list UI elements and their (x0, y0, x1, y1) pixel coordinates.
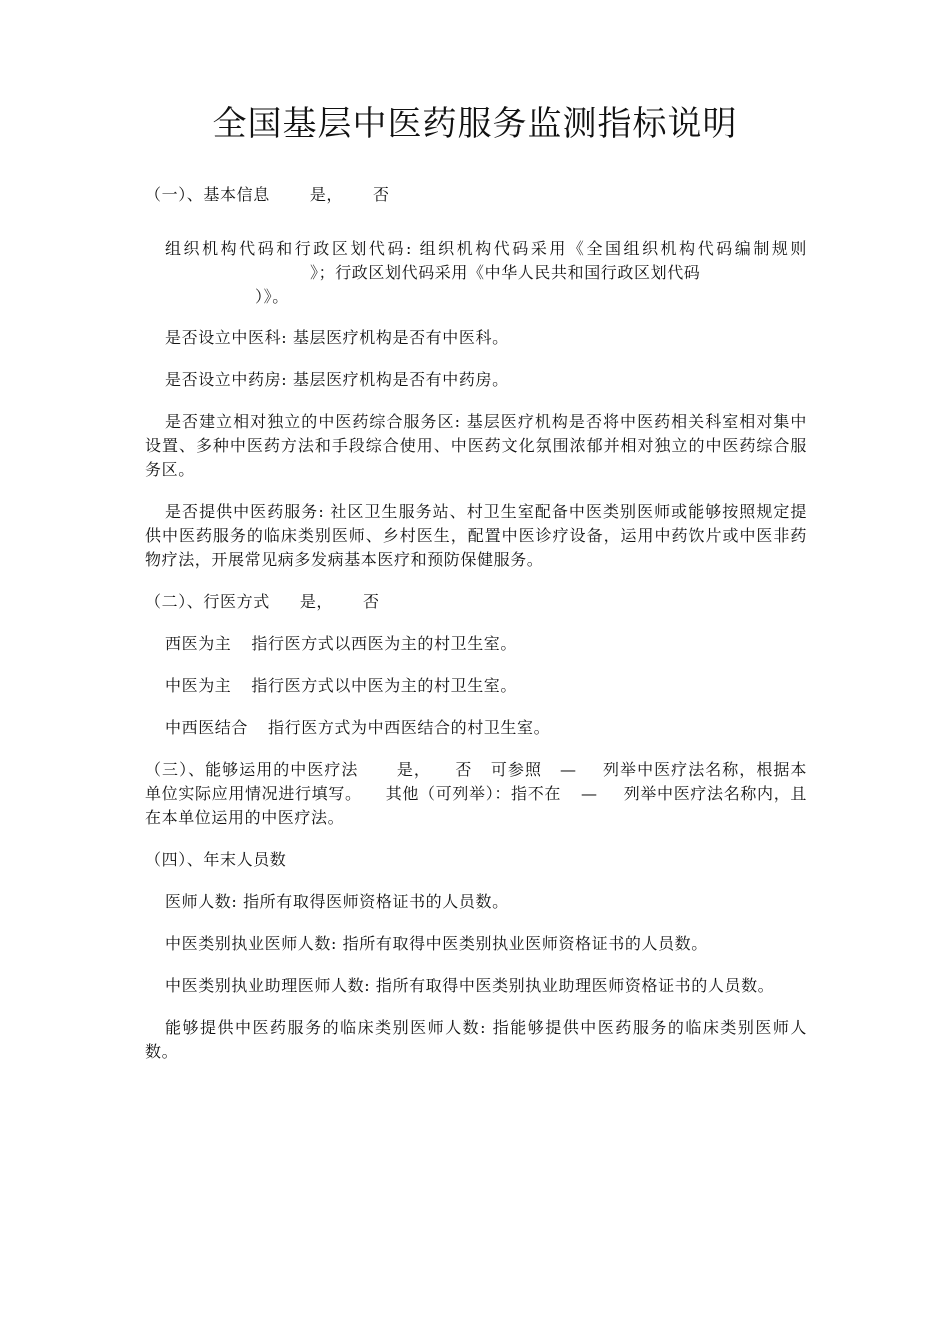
org-code-text-c: ）》。 (255, 287, 289, 306)
paragraph-tcm-service: 是否提供中医药服务: 社区卫生服务站、村卫生室配备中医类别医师或能够按照规定提供中医药服务的临床类别医师、乡村医生，配置中医诊疗设备，运用中药饮片或中医非药物疗法，开展常见病多发病基本医疗和预防保健服务。 (145, 502, 807, 569)
section-2-heading (145, 590, 807, 614)
org-code-text-b: 》；行政区划代码采用《中华人民共和国行政区划代码 (310, 263, 701, 282)
document-title: 全国基层中医药服务监测指标说明 (212, 104, 738, 144)
section-3-list: 列举中医疗法名称，根据本单位实际应用情况进行填写。 (145, 760, 807, 803)
paragraph-western-medicine (145, 632, 807, 656)
paragraph-chinese-medicine (145, 674, 807, 698)
section-3-paragraph (145, 758, 807, 830)
paragraph-tcm-assistants: 中医类别执业助理医师人数: 指所有取得中医类别执业助理医师资格证书的人员数。 (165, 976, 775, 995)
section-1-title: （一）、基本信息 (145, 185, 270, 204)
section-3-ref: 可参照 (490, 760, 542, 779)
combined-desc: 指行医方式为中西医结合的村卫生室。 (268, 718, 551, 737)
section-2-no: 否 (363, 592, 380, 611)
section-1-no: 否 (373, 185, 390, 204)
section-3-no: 否 (454, 760, 473, 779)
paragraph-tcm-pharmacy: 是否设立中药房: 基层医疗机构是否有中药房。 (165, 370, 509, 389)
section-3-yes: 是， (396, 760, 431, 779)
document-body (145, 183, 807, 1064)
section-1-yes: 是， (309, 185, 344, 204)
section-3-dash-2: — (581, 784, 598, 803)
section-1-heading (145, 183, 807, 207)
paragraph-tcm-doctors: 中医类别执业医师人数: 指所有取得中医类别执业医师资格证书的人员数。 (165, 934, 708, 953)
section-2-title: （二）、行医方式 (145, 592, 270, 611)
chinese-desc: 指行医方式以中医为主的村卫生室。 (251, 676, 518, 695)
org-code-text-a: 组织机构代码和行政区划代码: 组织机构代码采用《全国组织机构代码编制规则 (165, 239, 807, 258)
section-4-heading: （四）、年末人员数 (145, 850, 287, 869)
western-label: 西医为主 (165, 634, 232, 653)
section-2-yes: 是， (299, 592, 334, 611)
section-3-list-2: 列举中医疗法名称内，且在本单位运用的中医疗法。 (145, 784, 807, 827)
paragraph-clinical-doctors: 能够提供中医药服务的临床类别医师人数: 指能够提供中医药服务的临床类别医师人数。 (145, 1018, 807, 1061)
section-3-dash-1: — (559, 760, 577, 779)
western-desc: 指行医方式以西医为主的村卫生室。 (251, 634, 518, 653)
section-3-title: （三）、能够运用的中医疗法 (145, 760, 359, 779)
paragraph-tcm-service-area: 是否建立相对独立的中医药综合服务区: 基层医疗机构是否将中医药相关科室相对集中设置、多种中医药方法和手段综合使用、中医药文化氛围浓郁并相对独立的中医药综合服务区。 (145, 412, 807, 479)
section-3-other: 其他（可列举）：指不在 (385, 784, 562, 803)
combined-label: 中西医结合 (165, 718, 249, 737)
paragraph-org-code (145, 237, 807, 309)
chinese-label: 中医为主 (165, 676, 232, 695)
paragraph-combined-medicine (145, 716, 807, 740)
paragraph-doctors: 医师人数: 指所有取得医师资格证书的人员数。 (165, 892, 509, 911)
paragraph-tcm-department: 是否设立中医科: 基层医疗机构是否有中医科。 (165, 328, 509, 347)
